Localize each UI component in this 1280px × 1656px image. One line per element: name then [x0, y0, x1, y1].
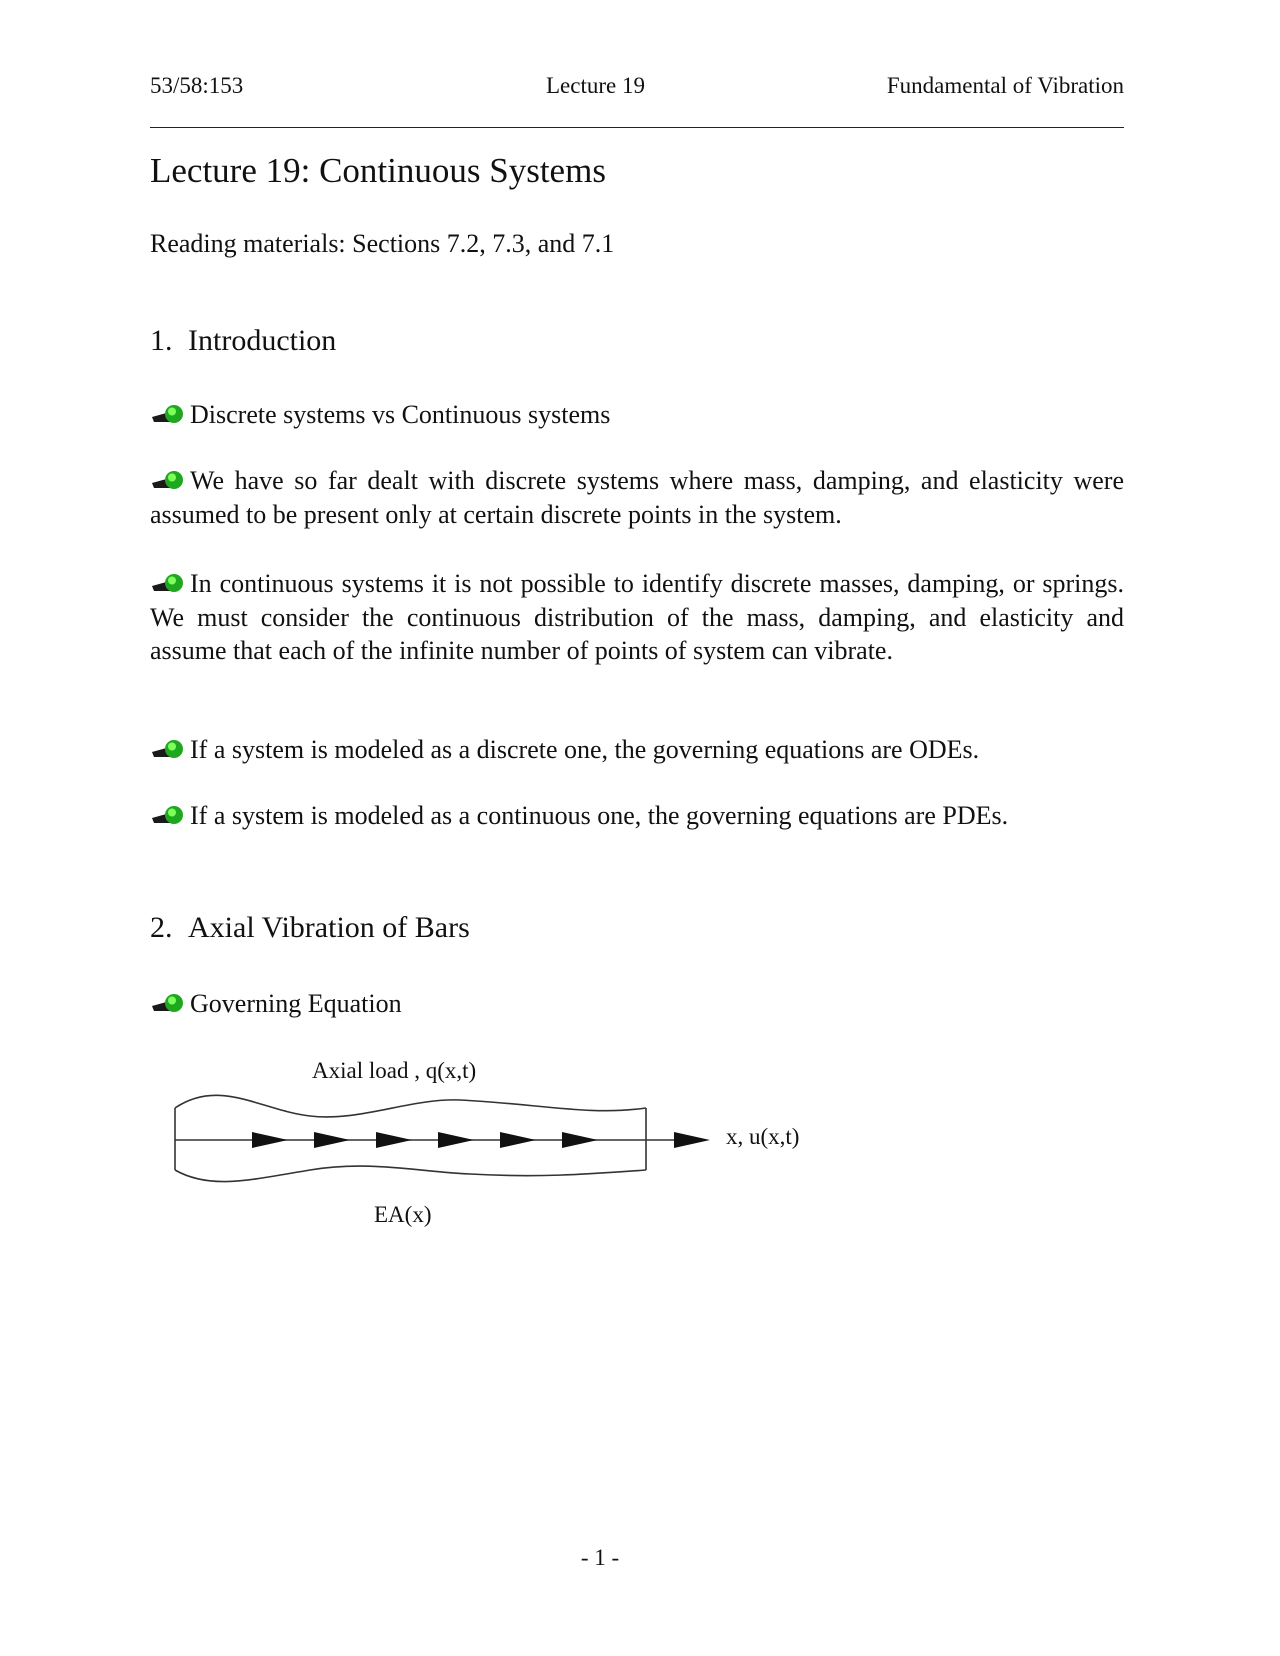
header-course-title: Fundamental of Vibration	[886, 73, 1124, 98]
green-ball-bullet-icon	[150, 403, 186, 425]
header-rule	[150, 127, 1124, 128]
bullet-text: Governing Equation	[190, 989, 402, 1018]
bullet-paragraph	[150, 398, 1124, 432]
section-heading-axial-vibration	[150, 911, 470, 944]
bar-diagram	[160, 1050, 840, 1250]
page-title: Lecture 19: Continuous Systems	[150, 151, 606, 190]
bullet-paragraph	[150, 987, 1124, 1021]
load-arrow	[314, 1132, 350, 1148]
bullet-text: If a system is modeled as a discrete one, the governing equations are ODEs.	[190, 735, 980, 764]
x-axis-arrowhead	[674, 1132, 710, 1148]
section-number: 1.	[150, 324, 173, 357]
bullet-paragraph	[150, 464, 1124, 531]
axial-bar-figure	[160, 1050, 840, 1250]
green-ball-bullet-icon	[150, 469, 186, 491]
bar-bottom-edge	[175, 1166, 646, 1181]
load-arrow	[252, 1132, 288, 1148]
load-arrow	[376, 1132, 412, 1148]
load-arrow	[562, 1132, 598, 1148]
bullet-text: We have so far dealt with discrete systems where mass, damping, and elasticity were assumed to be present only at certain discrete points in the system.	[150, 466, 1124, 529]
green-ball-bullet-icon	[150, 738, 186, 760]
reading-materials: Reading materials: Sections 7.2, 7.3, and 7.1	[150, 229, 615, 258]
bullet-text: Discrete systems vs Continuous systems	[190, 400, 611, 429]
green-ball-bullet-icon	[150, 992, 186, 1014]
stiffness-label: EA(x)	[374, 1202, 432, 1227]
x-axis-label: x, u(x,t)	[726, 1124, 800, 1149]
bullet-paragraph	[150, 799, 1124, 833]
bullet-text: If a system is modeled as a continuous one, the governing equations are PDEs.	[190, 801, 1009, 830]
load-arrow	[438, 1132, 474, 1148]
load-arrow	[500, 1132, 536, 1148]
header-course-number: 53/58:153	[150, 73, 244, 98]
bullet-paragraph	[150, 567, 1124, 668]
section-number: 2.	[150, 911, 173, 944]
section-heading-introduction	[150, 324, 336, 357]
bar-top-edge	[175, 1095, 646, 1117]
section-title: Axial Vibration of Bars	[188, 911, 470, 944]
axial-load-label: Axial load , q(x,t)	[312, 1058, 477, 1083]
page-number: - 1 -	[580, 1545, 620, 1570]
green-ball-bullet-icon	[150, 572, 186, 594]
section-title: Introduction	[188, 324, 337, 357]
green-ball-bullet-icon	[150, 804, 186, 826]
bullet-paragraph	[150, 733, 1124, 767]
bullet-text: In continuous systems it is not possible to identify discrete masses, damping, or springs. We must consider the continuous distribution of the mass, damping, and elasticity and assume that each of the infinite number of points of system can vibrate.	[150, 569, 1124, 665]
header-lecture: Lecture 19	[546, 73, 645, 98]
